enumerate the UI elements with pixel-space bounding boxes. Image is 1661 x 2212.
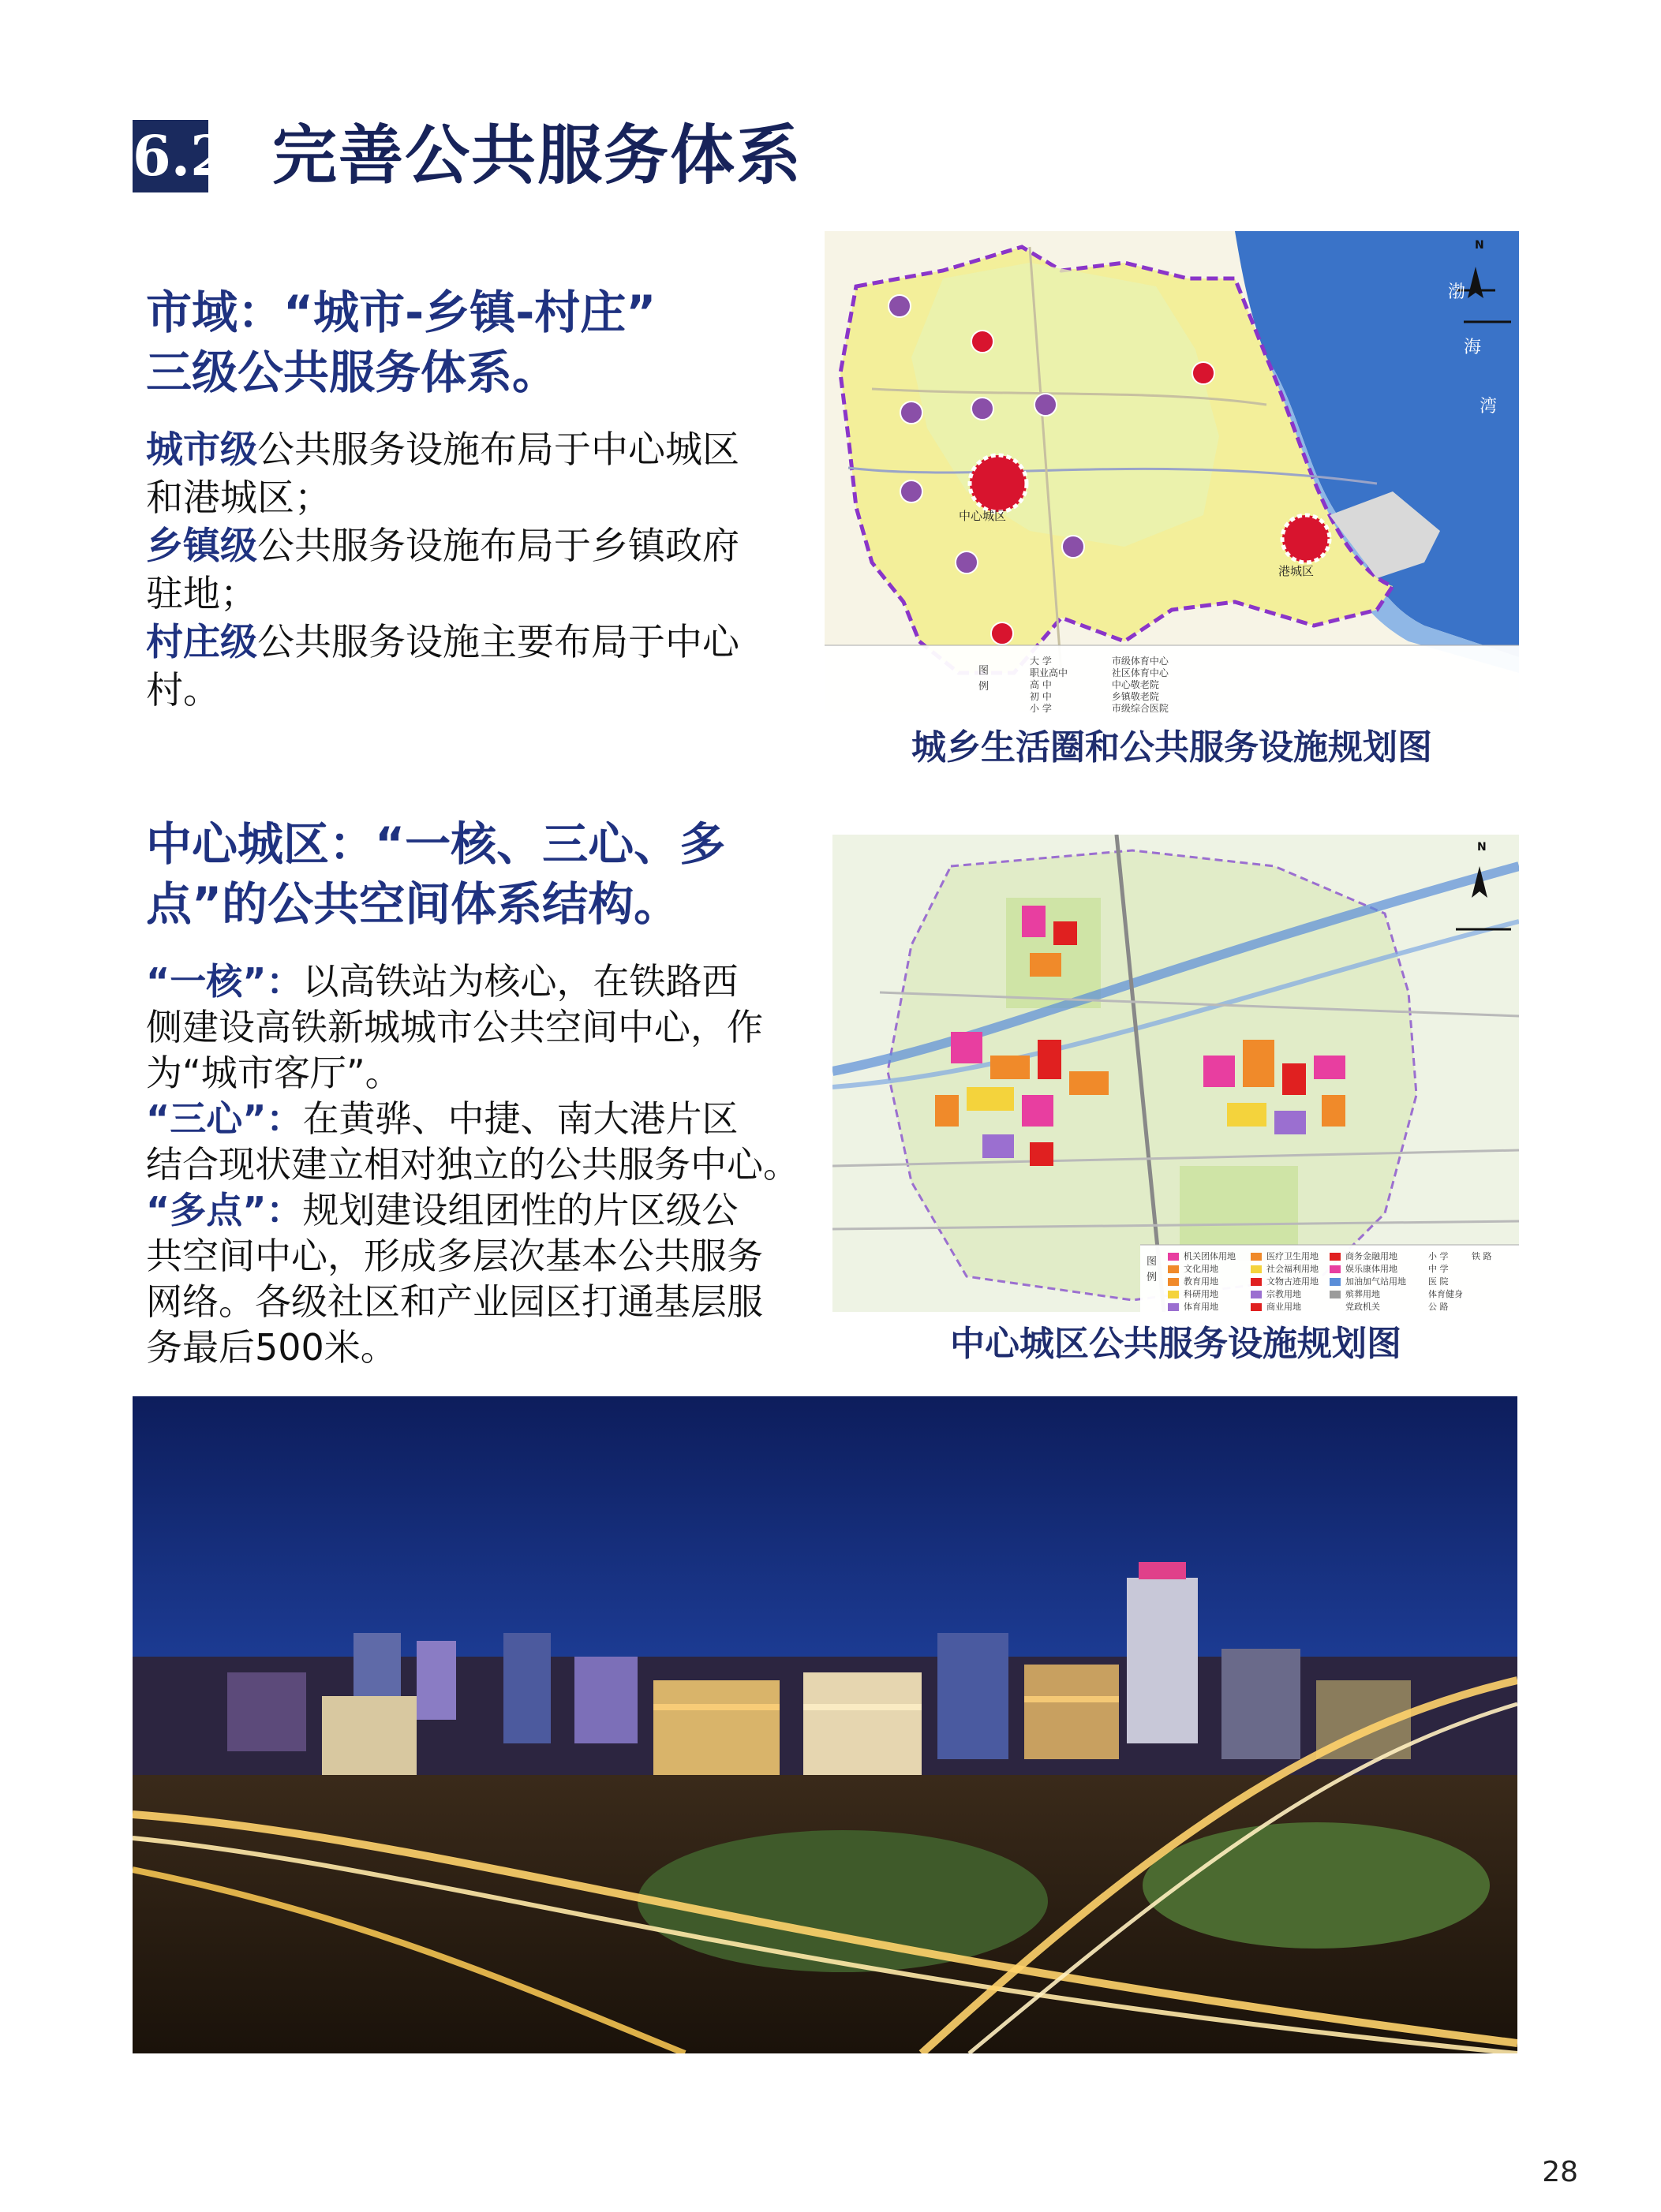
map1-legend-tag — [978, 663, 989, 695]
center-item-3-line4: 务最后500米。 — [146, 1326, 397, 1369]
city-heading-line1: 市域：“城市-乡镇-村庄” — [146, 286, 657, 339]
map1-caption: 城乡生活圈和公共服务设施规划图 — [911, 727, 1432, 768]
map-urban-rural-graphic — [825, 231, 1519, 712]
center-heading — [146, 814, 825, 934]
map2-legend-item-13: 加油加气站用地 — [1345, 1276, 1406, 1287]
map2-legend-item-2: 文化用地 — [1184, 1264, 1218, 1274]
map1-legend-item-2: 职业高中 — [1030, 667, 1068, 678]
center-item-1-keyword: “一核”： — [146, 960, 303, 1003]
map2-legend-item-16: 小 学 — [1428, 1251, 1449, 1261]
city-item-1-keyword: 城市级 — [146, 428, 257, 472]
center-item-3-line3: 网络。各级社区和产业园区打通基层服 — [146, 1280, 763, 1323]
city-item-3-text-a: 公共服务设施主要布局于中心 — [257, 621, 739, 664]
map1-sea-label-3: 湾 — [1480, 397, 1498, 417]
center-item-3-line1: 规划建设组团性的片区级公 — [302, 1189, 739, 1231]
center-item-1-line2: 侧建设高铁新城城市公共空间中心，作 — [146, 1006, 763, 1048]
map1-legend-item-8: 中心敬老院 — [1111, 679, 1159, 690]
city-item-1-text-b: 和港城区； — [146, 476, 331, 520]
map2-legend-col5 — [1472, 1250, 1492, 1263]
center-item-1-line3: 为“城市客厅”。 — [146, 1052, 402, 1094]
map1-legend-item-10: 市级综合医院 — [1111, 703, 1169, 712]
map-center-city-graphic — [832, 835, 1519, 1312]
map1-sea-label-1: 渤 — [1448, 282, 1466, 302]
city-item-2-text-b: 驻地； — [146, 573, 257, 616]
city-item-2-keyword: 乡镇级 — [146, 525, 257, 568]
map2-legend-item-8: 文物古迹用地 — [1266, 1276, 1319, 1287]
map2-legend-col2 — [1266, 1250, 1319, 1312]
section-title: 完善公共服务体系 — [272, 118, 803, 193]
page-number: 28 — [1542, 2156, 1578, 2188]
map1-legend-tu: 图 — [978, 665, 989, 677]
night-city-graphic — [133, 1396, 1517, 2053]
map2-legend-tag — [1147, 1254, 1157, 1286]
map2-legend-li: 例 — [1147, 1272, 1158, 1283]
map2-legend-item-1: 机关团体用地 — [1184, 1251, 1236, 1261]
map2-legend-tu: 图 — [1147, 1256, 1158, 1268]
map1-legend-item-4: 初 中 — [1030, 691, 1052, 702]
center-item-1-line1: 以高铁站为核心，在铁路西 — [302, 960, 739, 1003]
center-heading-line2: 点”的公共空间体系结构。 — [146, 877, 680, 931]
map2-legend-item-5: 体育用地 — [1184, 1302, 1218, 1312]
map1-legend-item-6: 市级体育中心 — [1111, 656, 1169, 667]
city-items — [146, 426, 817, 715]
city-item-1-text-a: 公共服务设施布局于中心城区 — [257, 428, 739, 472]
city-item-3-keyword: 村庄级 — [146, 621, 257, 664]
night-city-photo — [133, 1396, 1517, 2053]
map2-legend-col4 — [1428, 1250, 1463, 1312]
map2-legend-item-18: 医 院 — [1428, 1276, 1449, 1287]
center-item-2-line2: 结合现状建立相对独立的公共服务中心。 — [146, 1143, 799, 1186]
map2-legend-item-6: 医疗卫生用地 — [1266, 1251, 1319, 1261]
section-number: 6.2 — [133, 120, 208, 192]
center-item-2 — [146, 1096, 840, 1187]
map2-legend-item-17: 中 学 — [1428, 1264, 1449, 1274]
city-heading-line2: 三级公共服务体系。 — [146, 346, 559, 399]
center-heading-line1: 中心城区：“一核、三心、多 — [146, 817, 726, 871]
map1-legend-item-9: 乡镇敬老院 — [1111, 691, 1159, 702]
map1-legend-item-5: 小 学 — [1030, 703, 1052, 712]
center-item-2-keyword: “三心”： — [146, 1097, 303, 1140]
map2-legend-item-14: 殡葬用地 — [1345, 1289, 1380, 1299]
map1-legend-item-3: 高 中 — [1030, 679, 1052, 690]
map-center-city — [832, 835, 1519, 1312]
map1-sea-label-2: 海 — [1464, 338, 1482, 357]
map2-legend-col1 — [1184, 1250, 1236, 1312]
city-item-3 — [146, 618, 817, 715]
map1-legend-item-7: 社区体育中心 — [1111, 667, 1169, 678]
map2-north-label: N — [1477, 841, 1487, 854]
map2-legend-col3 — [1345, 1250, 1406, 1312]
map2-legend-item-21: 铁 路 — [1472, 1251, 1492, 1261]
map2-legend-item-19: 体育健身 — [1428, 1289, 1463, 1299]
city-item-3-text-b: 村。 — [146, 669, 220, 712]
city-item-1 — [146, 426, 817, 522]
map1-node-label-center: 中心城区 — [959, 509, 1007, 523]
center-item-1 — [146, 958, 840, 1096]
city-item-2-text-a: 公共服务设施布局于乡镇政府 — [257, 525, 739, 568]
map1-north-label: N — [1475, 239, 1484, 252]
map1-legend — [1030, 656, 1519, 712]
map2-legend-item-20: 公 路 — [1428, 1302, 1449, 1312]
map2-legend-item-15: 党政机关 — [1345, 1302, 1380, 1312]
map2-legend-item-10: 商业用地 — [1266, 1302, 1301, 1312]
center-items — [146, 958, 840, 1370]
map1-legend-li: 例 — [978, 681, 989, 693]
city-item-2 — [146, 522, 817, 618]
map2-legend-item-12: 娱乐康体用地 — [1345, 1264, 1397, 1274]
map2-legend-item-3: 教育用地 — [1184, 1276, 1218, 1287]
center-item-3-keyword: “多点”： — [146, 1189, 303, 1231]
map2-legend-item-9: 宗教用地 — [1266, 1289, 1301, 1299]
map1-node-label-port: 港城区 — [1278, 564, 1315, 578]
city-heading — [146, 282, 825, 402]
center-item-3-line2: 共空间中心，形成多层次基本公共服务 — [146, 1235, 763, 1277]
center-item-3 — [146, 1187, 840, 1370]
map2-caption: 中心城区公共服务设施规划图 — [950, 1324, 1401, 1364]
map2-legend-item-11: 商务金融用地 — [1345, 1251, 1397, 1261]
map-urban-rural — [825, 231, 1519, 712]
map1-legend-item-1: 大 学 — [1030, 656, 1052, 667]
map2-legend-item-7: 社会福利用地 — [1266, 1264, 1319, 1274]
map2-legend-item-4: 科研用地 — [1184, 1289, 1218, 1299]
center-item-2-line1: 在黄骅、中捷、南大港片区 — [302, 1097, 739, 1140]
